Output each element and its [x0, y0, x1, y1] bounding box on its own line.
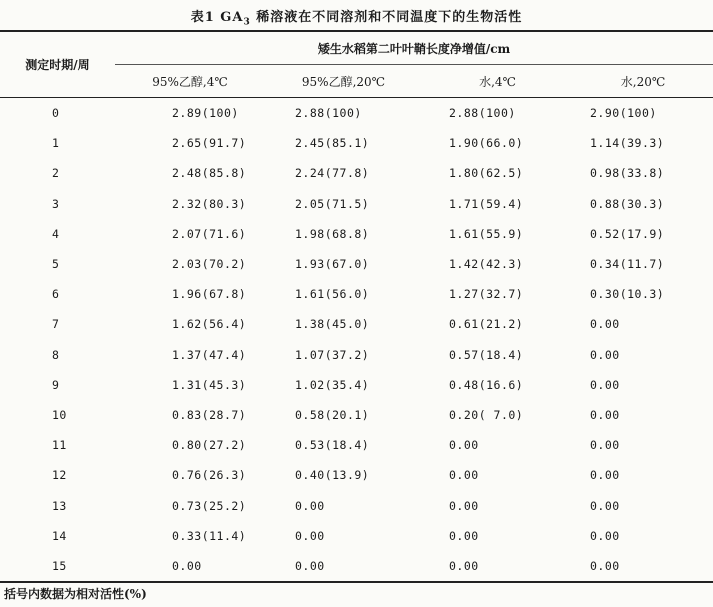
table-row: [0, 521, 713, 551]
value-cell: 1.37(47.4): [172, 347, 247, 362]
column-header: 水,20℃: [573, 65, 713, 98]
week-cell: 13: [52, 498, 67, 513]
period-header: 测定时期/周: [0, 31, 115, 98]
value-cell: 0.00: [590, 438, 620, 453]
table-row: [0, 98, 713, 129]
group-header: 矮生水稻第二叶叶鞘长度净增值/cm: [115, 31, 713, 65]
table-row: [0, 430, 713, 460]
week-cell: 12: [52, 468, 67, 483]
table-row: [0, 158, 713, 188]
value-cell: 0.34(11.7): [590, 257, 665, 272]
table-row: [0, 490, 713, 520]
value-cell: 2.07(71.6): [172, 226, 247, 241]
value-cell: 0.53(18.4): [295, 438, 370, 453]
caption-subscript: 3: [243, 17, 251, 28]
value-cell: 0.00: [590, 498, 620, 513]
value-cell: 0.57(18.4): [449, 347, 524, 362]
column-header: 水,4℃: [422, 65, 573, 98]
value-cell: 0.00: [449, 438, 479, 453]
table-row: [0, 249, 713, 279]
value-cell: 2.03(70.2): [172, 257, 247, 272]
value-cell: 1.07(37.2): [295, 347, 370, 362]
value-cell: 1.62(56.4): [172, 317, 247, 332]
week-cell: 6: [52, 287, 60, 302]
value-cell: 0.20( 7.0): [449, 407, 524, 422]
value-cell: 0.80(27.2): [172, 438, 247, 453]
value-cell: 0.00: [295, 528, 325, 543]
value-cell: 1.90(66.0): [449, 136, 524, 151]
week-cell: 2: [52, 166, 60, 181]
value-cell: 2.32(80.3): [172, 196, 247, 211]
week-cell: 15: [0, 551, 115, 582]
value-cell: 2.24(77.8): [295, 166, 370, 181]
value-cell: 2.48(85.8): [172, 166, 247, 181]
week-cell: 11: [52, 438, 67, 453]
value-cell: 1.96(67.8): [172, 287, 247, 302]
value-cell: 1.02(35.4): [295, 377, 370, 392]
value-cell: 0.00: [295, 498, 325, 513]
week-cell: 9: [52, 377, 60, 392]
value-cell: 0.73(25.2): [172, 498, 247, 513]
value-cell: 0.58(20.1): [295, 407, 370, 422]
value-cell: 0.00: [590, 407, 620, 422]
column-header: 95%乙醇,20℃: [265, 65, 422, 98]
column-header: 95%乙醇,4℃: [115, 65, 265, 98]
value-cell: 2.65(91.7): [172, 136, 247, 151]
value-cell: 0.00: [449, 468, 479, 483]
caption-suffix: 稀溶液在不同溶剂和不同温度下的生物活性: [250, 10, 523, 25]
value-cell: 1.14(39.3): [590, 136, 665, 151]
value-cell: 2.90(100): [590, 106, 657, 121]
table-row: [0, 309, 713, 339]
table-footnote: 括号内数据为相对活性(%): [4, 587, 147, 601]
value-cell: 1.61(56.0): [295, 287, 370, 302]
value-cell: 0.00: [590, 528, 620, 543]
value-cell: 0.00: [449, 498, 479, 513]
value-cell: 0.98(33.8): [590, 166, 665, 181]
table-row: [0, 551, 713, 582]
value-cell: 0.61(21.2): [449, 317, 524, 332]
value-cell: 1.27(32.7): [449, 287, 524, 302]
value-cell: 0.76(26.3): [172, 468, 247, 483]
value-cell: 2.88(100): [295, 106, 362, 121]
week-cell: 7: [52, 317, 60, 332]
value-cell: 0.00: [265, 551, 422, 582]
value-cell: 0.33(11.4): [172, 528, 247, 543]
table-row: [0, 370, 713, 400]
week-cell: 1: [52, 136, 60, 151]
value-cell: 1.61(55.9): [449, 226, 524, 241]
value-cell: 2.05(71.5): [295, 196, 370, 211]
table-row: [0, 279, 713, 309]
data-table: [0, 30, 713, 583]
value-cell: 1.93(67.0): [295, 257, 370, 272]
table-row: [0, 128, 713, 158]
week-cell: 3: [52, 196, 60, 211]
value-cell: 1.80(62.5): [449, 166, 524, 181]
value-cell: 1.31(45.3): [172, 377, 247, 392]
week-cell: 4: [52, 226, 60, 241]
value-cell: 1.42(42.3): [449, 257, 524, 272]
value-cell: 0.00: [590, 468, 620, 483]
value-cell: 0.00: [573, 551, 713, 582]
week-cell: 14: [52, 528, 67, 543]
value-cell: 1.98(68.8): [295, 226, 370, 241]
week-cell: 0: [52, 106, 60, 121]
value-cell: 0.00: [590, 317, 620, 332]
table-caption: [0, 6, 713, 28]
value-cell: 2.89(100): [172, 106, 239, 121]
value-cell: 0.00: [449, 528, 479, 543]
value-cell: 0.40(13.9): [295, 468, 370, 483]
value-cell: 0.30(10.3): [590, 287, 665, 302]
value-cell: 0.48(16.6): [449, 377, 524, 392]
caption-prefix: 表1 GA: [190, 10, 244, 25]
value-cell: 0.00: [590, 377, 620, 392]
value-cell: 0.00: [115, 551, 265, 582]
value-cell: 1.38(45.0): [295, 317, 370, 332]
value-cell: 2.88(100): [449, 106, 516, 121]
value-cell: 2.45(85.1): [295, 136, 370, 151]
table-row: [0, 400, 713, 430]
value-cell: 0.00: [422, 551, 573, 582]
table-row: [0, 460, 713, 490]
table-row: [0, 340, 713, 370]
value-cell: 1.71(59.4): [449, 196, 524, 211]
value-cell: 0.83(28.7): [172, 407, 247, 422]
table-row: [0, 219, 713, 249]
header-row-top: [0, 31, 713, 65]
value-cell: 0.00: [590, 347, 620, 362]
value-cell: 0.88(30.3): [590, 196, 665, 211]
value-cell: 0.52(17.9): [590, 226, 665, 241]
week-cell: 5: [52, 257, 60, 272]
table-body: [0, 98, 713, 583]
week-cell: 10: [52, 407, 67, 422]
week-cell: 8: [52, 347, 60, 362]
table-row: [0, 189, 713, 219]
